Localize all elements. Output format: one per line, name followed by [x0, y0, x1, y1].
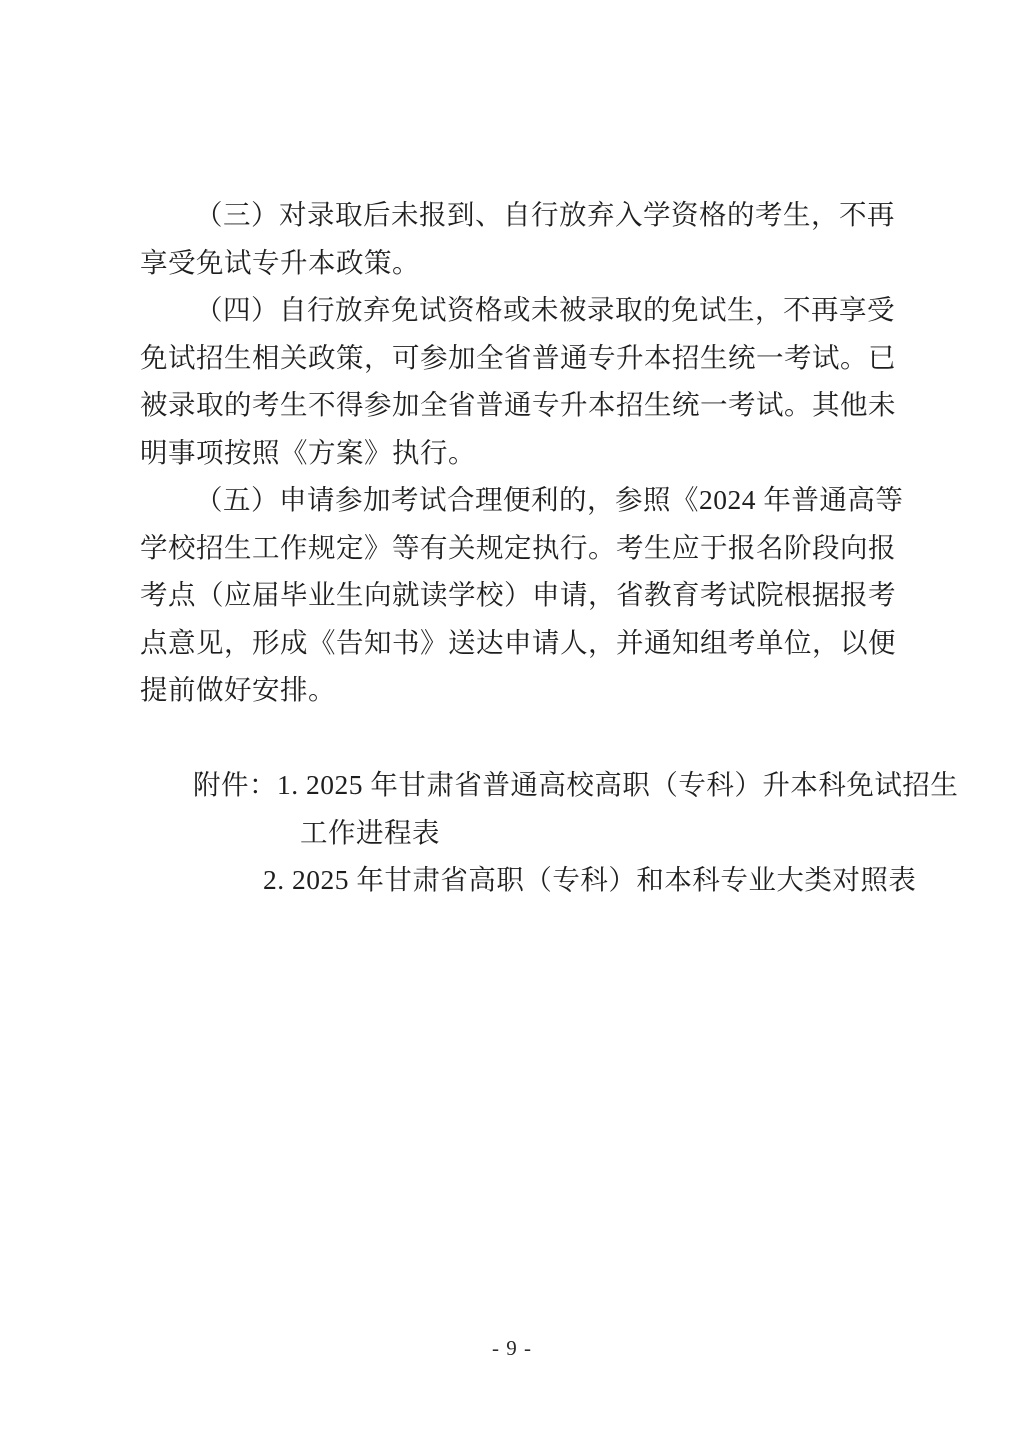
text-line: （三）对录取后未报到、自行放弃入学资格的考生，不再 — [195, 199, 895, 230]
text-line: 学校招生工作规定》等有关规定执行。考生应于报名阶段向报 — [140, 531, 896, 563]
text-line: 明事项按照《方案》执行。 — [140, 436, 476, 468]
attachment-line: 附件：1. 2025 年甘肃省普通高校高职（专科）升本科免试招生 — [193, 769, 959, 800]
attachment-line: 2. 2025 年甘肃省高职（专科）和本科专业大类对照表 — [263, 864, 917, 895]
text-line: 提前做好安排。 — [140, 674, 336, 705]
page-number: - 9 - — [492, 1336, 532, 1360]
text-line: 享受免试专升本政策。 — [140, 246, 420, 278]
text-line: （四）自行放弃免试资格或未被录取的免试生，不再享受 — [195, 294, 895, 325]
document-body — [140, 191, 959, 904]
text-line: （五）申请参加考试合理便利的，参照《2024 年普通高等 — [195, 484, 904, 515]
text-line: 免试招生相关政策，可参加全省普通专升本招生统一考试。已 — [140, 341, 896, 373]
text-line — [140, 714, 892, 762]
text-line: 被录取的考生不得参加全省普通专升本招生统一考试。其他未 — [140, 389, 896, 420]
text-line: 考点（应届毕业生向就读学校）申请，省教育考试院根据报考 — [140, 579, 896, 610]
text-line: 点意见，形成《告知书》送达申请人，并通知组考单位，以便 — [140, 626, 896, 658]
attachment-line: 工作进程表 — [300, 816, 440, 848]
